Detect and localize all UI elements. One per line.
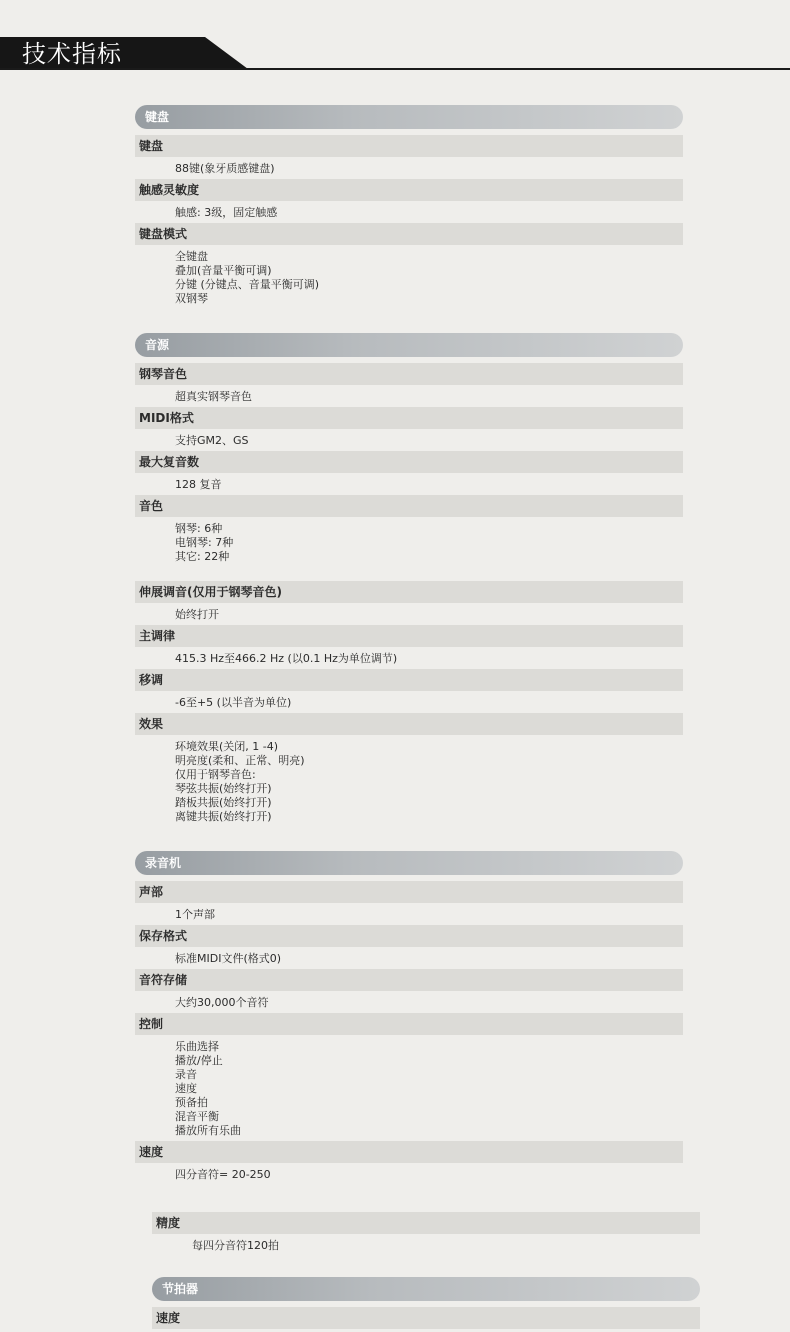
spec-label: 精度 xyxy=(152,1212,700,1234)
spec-values xyxy=(135,157,683,179)
category-header: 音源 xyxy=(135,333,683,357)
category-header: 键盘 xyxy=(135,105,683,129)
spec-label: 伸展调音(仅用于钢琴音色) xyxy=(135,581,683,603)
spec-values xyxy=(135,1163,683,1185)
spec-value: 琴弦共振(始终打开) xyxy=(175,782,272,795)
spec-label: 移调 xyxy=(135,669,683,691)
spec-value: 触感: 3级，固定触感 xyxy=(175,206,278,219)
spec-value: 预备拍 xyxy=(175,1096,208,1109)
spec-value: 双钢琴 xyxy=(175,292,208,305)
spec-values xyxy=(152,1234,700,1271)
spec-label: 保存格式 xyxy=(135,925,683,947)
spec-values xyxy=(135,429,683,451)
category-header: 节拍器 xyxy=(152,1277,700,1301)
page-header xyxy=(0,37,790,71)
spec-value: 仅用于钢琴音色: xyxy=(175,768,256,781)
spec-values xyxy=(135,903,683,925)
spec-label: 音色 xyxy=(135,495,683,517)
spec-label: 最大复音数 xyxy=(135,451,683,473)
spec-label: 效果 xyxy=(135,713,683,735)
spec-value: 离键共振(始终打开) xyxy=(175,810,272,823)
spec-value: 录音 xyxy=(175,1068,197,1081)
spec-value: 全键盘 xyxy=(175,250,208,263)
spec-label: 速度 xyxy=(135,1141,683,1163)
spec-value: 标准MIDI文件(格式0) xyxy=(175,952,282,965)
spec-block-precision-metronome xyxy=(152,1212,700,1332)
spec-value: 混音平衡 xyxy=(175,1110,219,1123)
header-divider xyxy=(0,68,790,70)
spec-label: 键盘模式 xyxy=(135,223,683,245)
spec-label: 主调律 xyxy=(135,625,683,647)
spec-label: 音符存储 xyxy=(135,969,683,991)
spec-value: 88键(象牙质感键盘) xyxy=(175,162,275,175)
spec-label: 速度 xyxy=(152,1307,700,1329)
spec-values xyxy=(135,603,683,625)
spec-values xyxy=(135,201,683,223)
spec-block-keyboard-sound xyxy=(135,105,683,567)
spec-value: 明亮度(柔和、正常、明亮) xyxy=(175,754,305,767)
spec-values xyxy=(135,385,683,407)
spec-values xyxy=(135,647,683,669)
spec-value: 踏板共振(始终打开) xyxy=(175,796,272,809)
spec-value: 支持GM2、GS xyxy=(175,434,249,447)
spec-values xyxy=(135,947,683,969)
spec-values xyxy=(135,691,683,713)
spec-value: 415.3 Hz至466.2 Hz (以0.1 Hz为单位调节) xyxy=(175,652,398,665)
spec-values xyxy=(135,517,683,567)
spec-values xyxy=(135,473,683,495)
spec-values xyxy=(135,1035,683,1141)
spec-value: 其它: 22种 xyxy=(175,550,230,563)
spec-label: 声部 xyxy=(135,881,683,903)
spec-values xyxy=(135,735,683,845)
spec-value: 四分音符= 20-250 xyxy=(175,1168,271,1181)
category-header: 录音机 xyxy=(135,851,683,875)
spec-label: 控制 xyxy=(135,1013,683,1035)
spec-value: 速度 xyxy=(175,1082,197,1095)
page-title: 技术指标 xyxy=(22,40,122,68)
spec-label: 键盘 xyxy=(135,135,683,157)
spec-value: 超真实钢琴音色 xyxy=(175,390,252,403)
spec-value: 环境效果(关闭, 1 -4) xyxy=(175,740,279,753)
spec-value: -6至+5 (以半音为单位) xyxy=(175,696,292,709)
spec-value: 电钢琴: 7种 xyxy=(175,536,234,549)
spec-value: 叠加(音量平衡可调) xyxy=(175,264,272,277)
spec-value: 分键 (分键点、音量平衡可调) xyxy=(175,278,320,291)
spec-block-effects-recorder xyxy=(135,581,683,1185)
spec-label: 钢琴音色 xyxy=(135,363,683,385)
spec-value: 大约30,000个音符 xyxy=(175,996,269,1009)
spec-value: 乐曲选择 xyxy=(175,1040,219,1053)
spec-value: 播放所有乐曲 xyxy=(175,1124,241,1137)
spec-value: 始终打开 xyxy=(175,608,219,621)
spec-value: 钢琴: 6种 xyxy=(175,522,223,535)
spec-values xyxy=(135,991,683,1013)
spec-values xyxy=(135,245,683,327)
spec-value: 1个声部 xyxy=(175,908,215,921)
spec-value: 128 复音 xyxy=(175,478,222,491)
spec-value: 每四分音符120拍 xyxy=(192,1239,279,1252)
spec-label: MIDI格式 xyxy=(135,407,683,429)
spec-label: 触感灵敏度 xyxy=(135,179,683,201)
spec-value: 播放/停止 xyxy=(175,1054,223,1067)
